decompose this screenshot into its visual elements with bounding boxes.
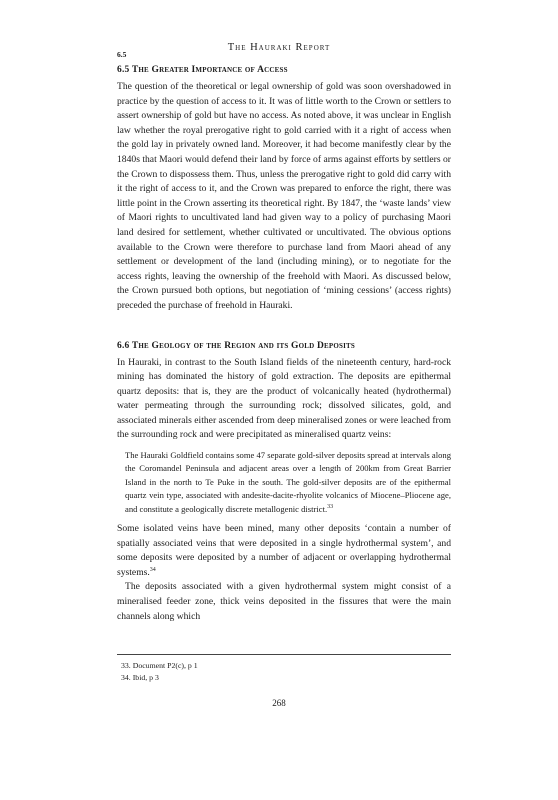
- main-content: [117, 64, 451, 624]
- footnote-ref-34[interactable]: 34: [149, 566, 156, 573]
- footnote-34: 34. Ibid, p 3: [121, 672, 159, 682]
- section-heading-6-5: 6.5 The Greater Importance of Access: [117, 65, 288, 75]
- page-number: 268: [272, 698, 286, 708]
- body-paragraph: In Hauraki, in contrast to the South Island fields of the nineteenth century, hard-rock mining has dominated the history of gold extraction. The deposits are epithermal quartz deposits: that is, they are the product of volcanically heated (hydrothermal) water permeating through the surrounding rock; dissolved silicates, gold, and associated minerals either ascended from deep mineralised zones or were leached from the surrounding rock and were precipitated as mineralised quartz veins:: [117, 356, 451, 441]
- body-paragraph: The question of the theoretical or legal ownership of gold was soon overshadowed in practice by the question of access to it. It was of little worth to the Crown or settlers to assert ownership of gold but have no access. As noted above, it was unclear in English law whether the royal prerogative right to gold carried with it a right of access when the gold lay in privately owned land. Moreover, it had become manifestly clear by the 1840s that Maori would defend their land by force of arms against efforts by settlers or the Crown to dispossess them. Thus, unless the prerogative right to gold did carry with it the right of access to it, and the Crown was prepared to enforce the right, there was little point in the Crown asserting its theoretical right. By 1847, the ‘waste lands’ view of Maori rights to uncultivated land had given way to a policy of purchasing Maori land desired for settlement, whether cultivated or uncultivated. The obvious options available to the Crown were therefore to purchase land from Maori ahead of any settlement or development of the land (including mining), or to negotiate for the access rights, leaving the ownership of the freehold with Maori. As discussed below, the Crown pursued both options, but negotiation of ‘mining cessions’ (access rights) preceded the purchase of freehold in Hauraki.: [117, 81, 451, 311]
- paragraph-text: Some isolated veins have been mined, many other deposits ‘contain a number of spatially associated veins that were deposited in a single hydrothermal system’, and some deposits were deposited by a number of adjacent or overlapping hydrothermal systems.: [117, 523, 451, 578]
- quote-text: The Hauraki Goldfield contains some 47 separate gold-silver deposits spread at intervals along the Coromandel Peninsula and adjacent areas over a length of 200km from Great Barrier Island in the north to Te Puke in the south. The gold-silver deposits are of the epithermal quartz vein type, associated with andesite-dacite-rhyolite volcanics of Miocene–Pliocene age, and constitute a geologically discrete metallogenic district.: [125, 450, 451, 514]
- section-spacer: [117, 314, 451, 340]
- footnotes: [117, 654, 451, 683]
- body-paragraph: [117, 522, 451, 580]
- section-marker: 6.5: [117, 50, 127, 59]
- footnote-divider: [117, 654, 451, 655]
- running-head: The Hauraki Report: [227, 42, 331, 53]
- section-heading-6-6: 6.6 The Geology of the Region and its Gold Deposits: [117, 340, 355, 351]
- footnote-ref-33[interactable]: 33: [327, 503, 334, 510]
- body-paragraph: The deposits associated with a given hydrothermal system might consist of a mineralised feeder zone, thick veins deposited in the fissures that were the main channels along which: [117, 581, 451, 622]
- block-quote: [125, 449, 451, 516]
- footnote-33: 33. Document P2(c), p 1: [121, 661, 198, 670]
